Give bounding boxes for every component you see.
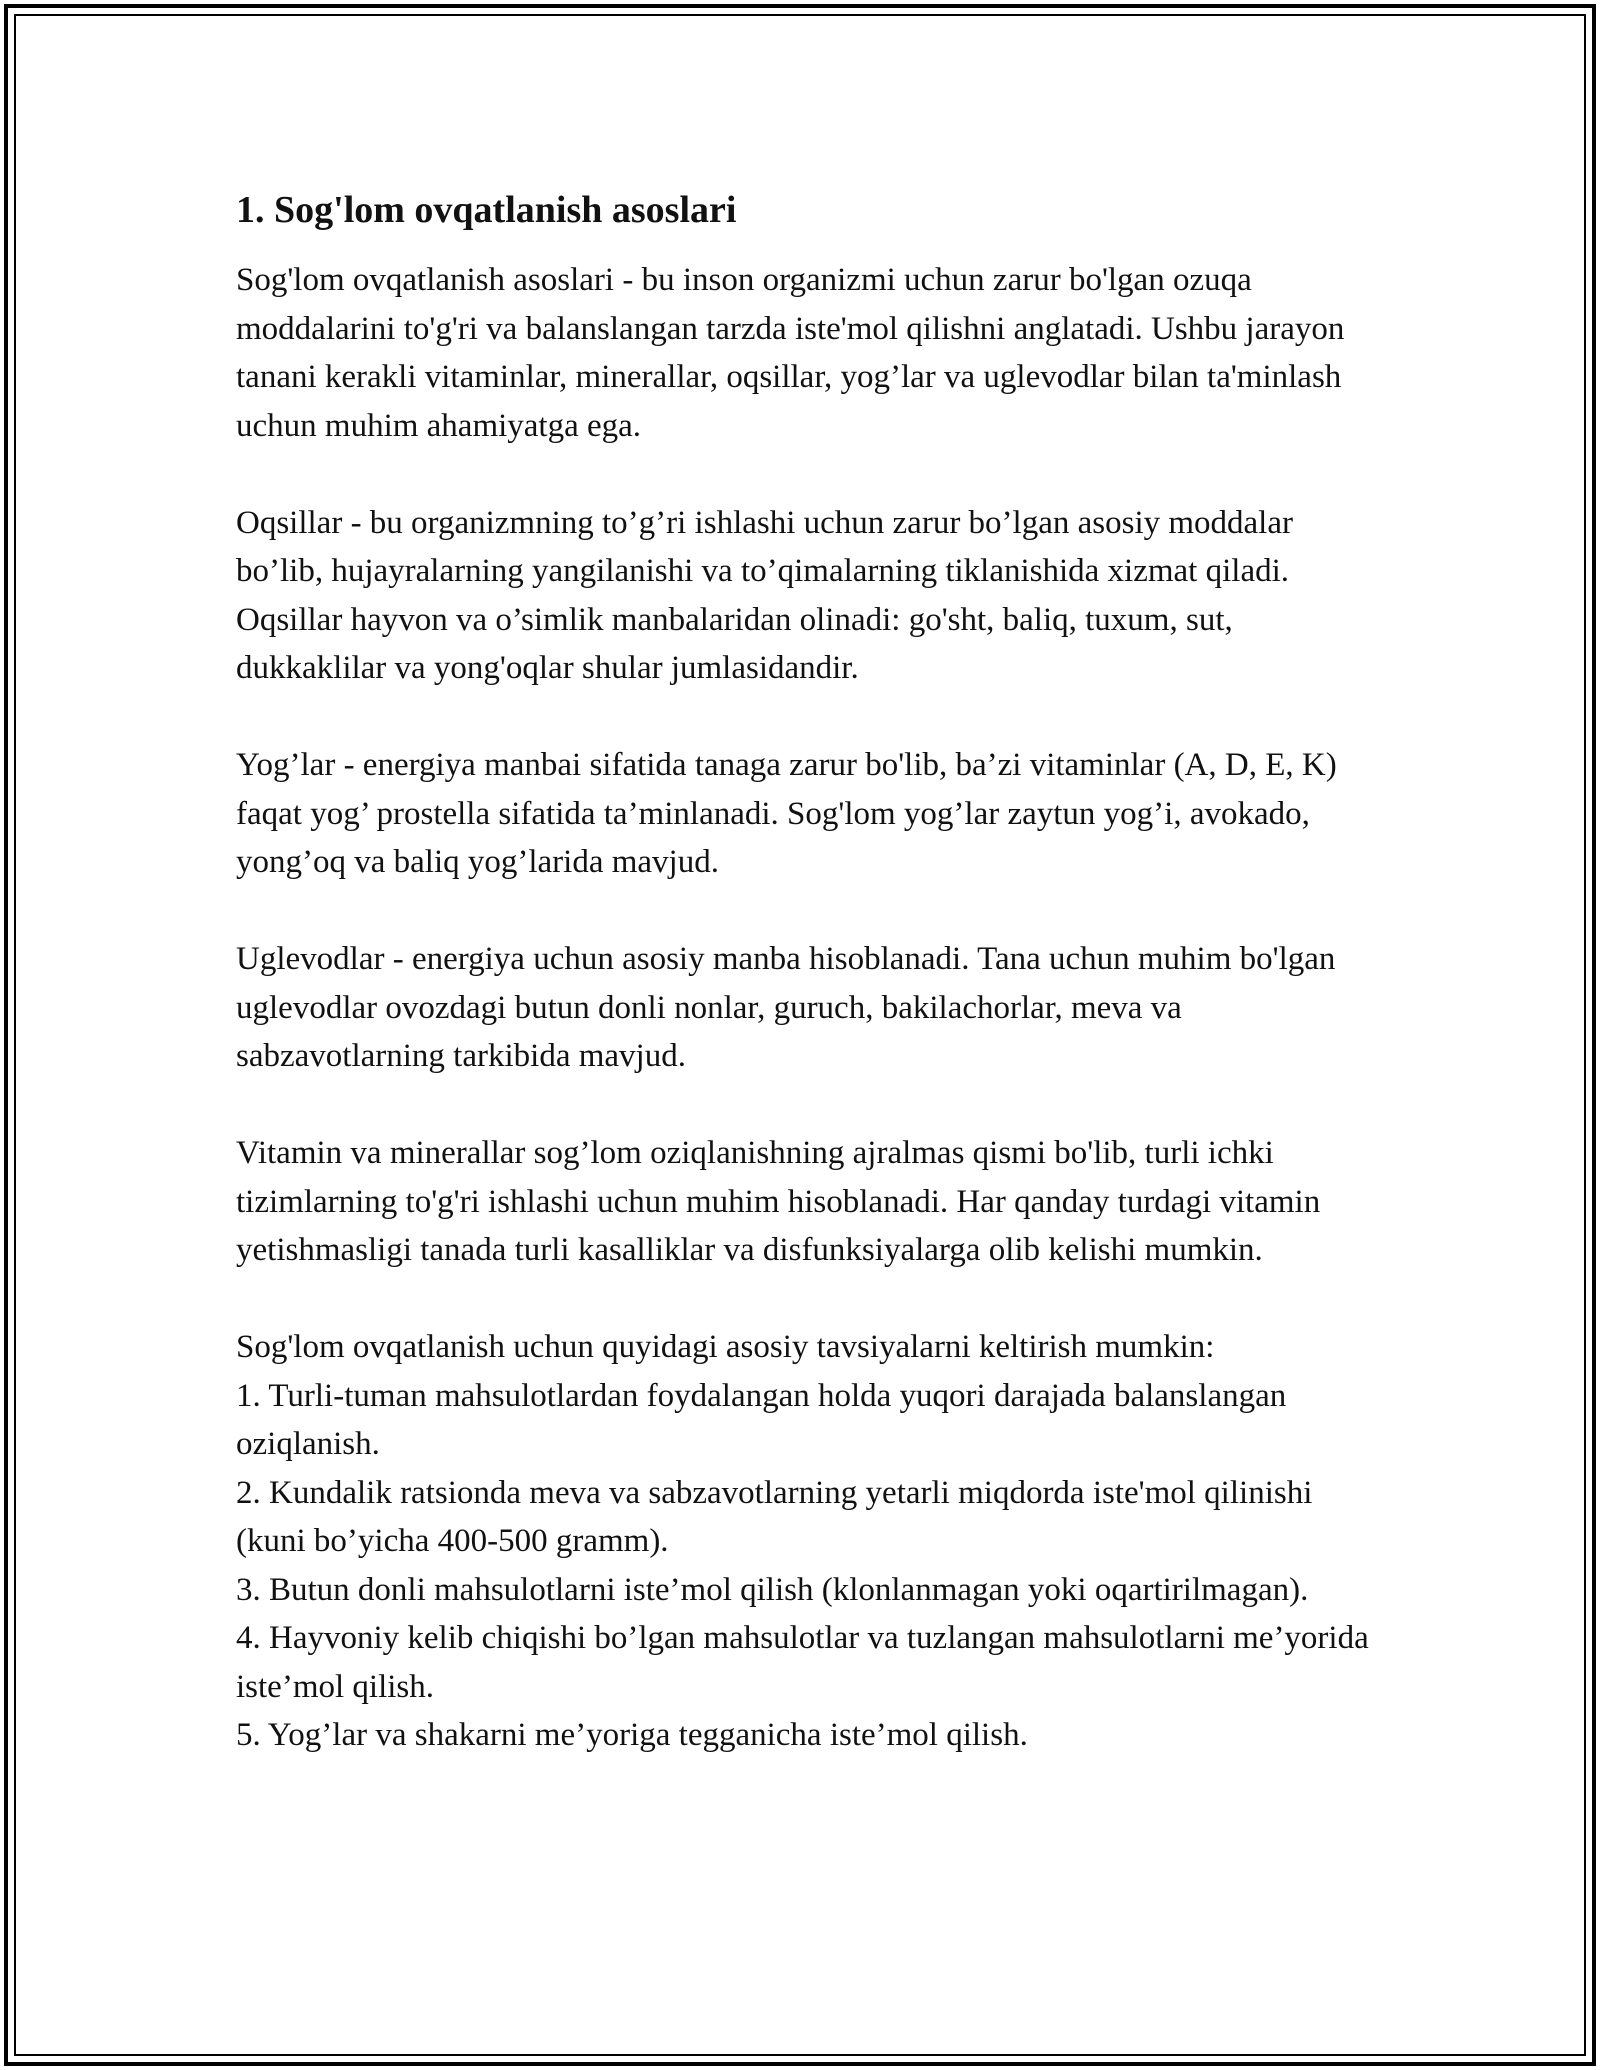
recommendation-item: 1. Turli-tuman mahsulotlardan foydalangan holda yuqori darajada balanslangan oziqlanish. (236, 1377, 1287, 1462)
paragraph-proteins: Oqsillar - bu organizmning to’g’ri ishlashi uchun zarur bo’lgan asosiy moddalar bo’lib, hujayralarning yangilanishi va to’qimalarning tiklanishida xizmat qiladi. Oqsillar hayvon va o’simlik manbalaridan olinadi: go'sht, baliq, tuxum, sut, dukkaklilar va yong'oqlar shular jumlasidandir. (236, 504, 1293, 686)
recommendation-item: 5. Yog’lar va shakarni me’yoriga tegganicha iste’mol qilish. (236, 1717, 1028, 1753)
recommendation-item: 3. Butun donli mahsulotlarni iste’mol qilish (klonlanmagan yoki oqartirilmagan). (236, 1571, 1309, 1608)
paragraph-vitamins-minerals: Vitamin va minerallar sog’lom oziqlanishning ajralmas qismi bo'lib, turli ichki tizimlarning to'g'ri ishlashi uchun muhim hisoblanadi. Har qanday turdagi vitamin yetishmasligi tanada turli kasalliklar va disfunksiyalarga olib kelishi mumkin. (236, 1135, 1321, 1268)
paragraph-carbohydrates: Uglevodlar - energiya uchun asosiy manba hisoblanadi. Tana uchun muhim bo'lgan uglevodlar ovozdagi butun donli nonlar, guruch, bakilachorlar, meva va sabzavotlarning tarkibida mavjud. (236, 941, 1336, 1074)
paragraph-fats: Yog’lar - energiya manbai sifatida tanaga zarur bo'lib, ba’zi vitaminlar (A, D, E, K) faqat yog’ prostella sifatida ta’minlanadi. Sog'lom yog’lar zaytun yog’i, avokado, yong’oq va baliq yog’larida mavjud. (236, 747, 1337, 880)
section-heading: 1. Sog'lom ovqatlanish asoslari (236, 189, 737, 231)
document-body (236, 186, 1386, 1760)
recommendation-item: 4. Hayvoniy kelib chiqishi bo’lgan mahsulotlar va tuzlangan mahsulotlarni me’yorida iste’mol qilish. (236, 1620, 1369, 1705)
paragraph-intro: Sog'lom ovqatlanish asoslari - bu inson organizmi uchun zarur bo'lgan ozuqa moddalarini to'g'ri va balanslangan tarzda iste'mol qilishni anglatadi. Ushbu jarayon tanani kerakli vitaminlar, minerallar, oqsillar, yog’lar va uglevodlar bilan ta'minlash uchun muhim ahamiyatga ega. (236, 262, 1345, 444)
recommendations-block (236, 1323, 1386, 1760)
recommendations-intro: Sog'lom ovqatlanish uchun quyidagi asosiy tavsiyalarni keltirish mumkin: (236, 1329, 1215, 1365)
recommendation-item: 2. Kundalik ratsionda meva va sabzavotlarning yetarli miqdorda iste'mol qilinishi (kuni bo’yicha 400-500 gramm). (236, 1474, 1313, 1559)
